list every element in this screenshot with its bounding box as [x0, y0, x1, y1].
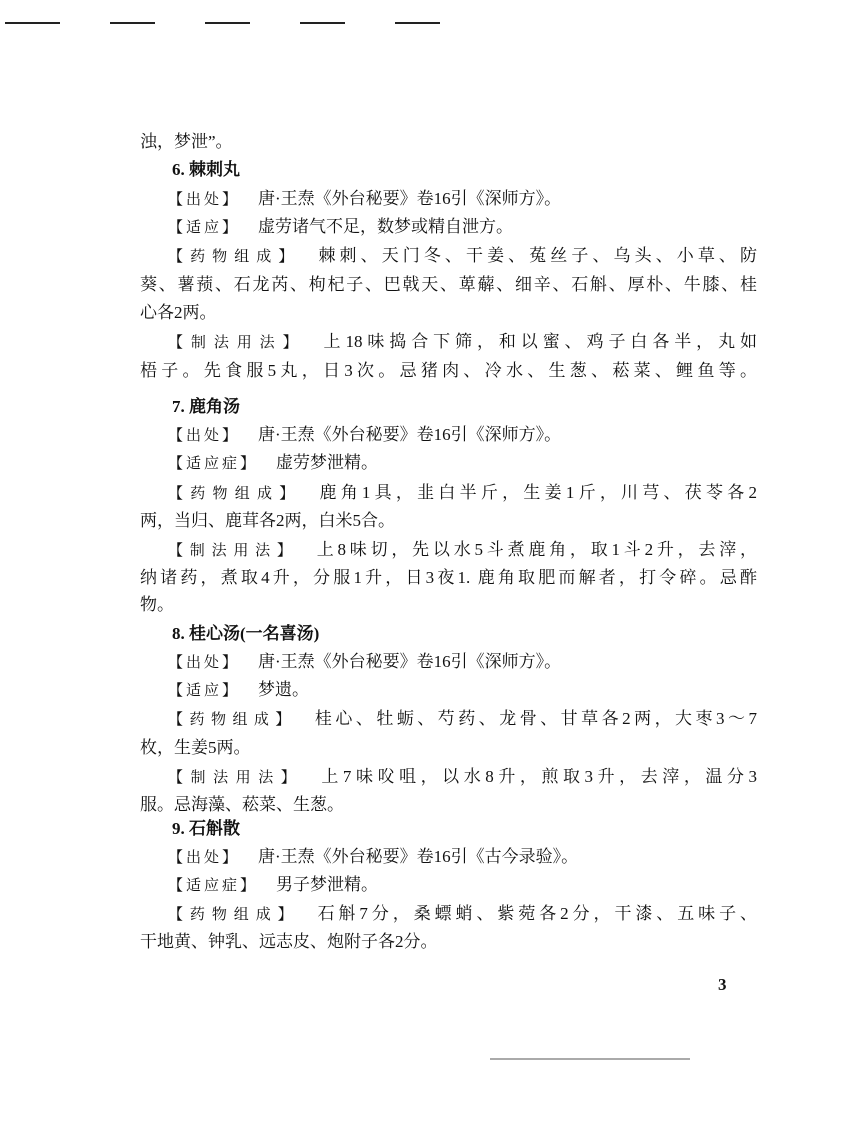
line-text: 唐·王焘《外台秘要》卷16引《古今录验》。 [258, 847, 579, 866]
line-text: 干地黄、钟乳、远志皮、炮附子各2分。 [140, 932, 438, 951]
text-line [168, 874, 378, 897]
line-text: 唐·王焘《外台秘要》卷16引《深师方》。 [258, 189, 562, 208]
section-heading [172, 623, 319, 645]
line-text: 心各2两。 [140, 303, 217, 322]
text-line [140, 360, 757, 382]
header-rule [110, 22, 155, 24]
field-label: 【出处】 [168, 655, 241, 671]
line-text: 梧子。先食服5丸，日3次。忌猪肉、冷水、生葱、菘菜、鲤鱼等。 [140, 361, 757, 380]
line-text: 浊，梦泄”。 [140, 132, 233, 151]
field-label: 【制法用法】 [168, 335, 306, 351]
section-heading [172, 159, 240, 181]
line-text: 男子梦泄精。 [276, 875, 379, 894]
line-text: 鹿角1具，韭白半斤，生姜1斤，川芎、茯苓各2 [319, 483, 757, 502]
section-heading [172, 818, 240, 840]
text-line [168, 539, 757, 562]
text-line [168, 846, 578, 869]
text-line [140, 794, 344, 816]
field-label: 【适应症】 [168, 456, 259, 472]
text-line [168, 679, 309, 702]
line-text: 棘刺、天门冬、干姜、菟丝子、乌头、小草、防 [318, 246, 757, 265]
line-text: 上18味捣合下筛，和以蜜、鸡子白各半，丸如 [323, 332, 757, 351]
text-line [140, 737, 251, 759]
line-text: 虚劳梦泄精。 [276, 453, 379, 472]
line-text: 唐·王焘《外台秘要》卷16引《深师方》。 [258, 425, 562, 444]
page-number: 3 [718, 975, 727, 994]
text-line [140, 931, 438, 953]
field-label: 【药物组成】 [168, 712, 297, 728]
field-label: 【制法用法】 [168, 543, 299, 559]
line-text: 两，当归、鹿茸各2两，白米5合。 [140, 511, 395, 530]
field-label: 【出处】 [168, 850, 241, 866]
line-text: 石斛7分，桑螵蛸、紫菀各2分，干漆、五味子、 [317, 904, 757, 923]
text-line [140, 567, 757, 589]
text-line [140, 594, 174, 616]
line-text: 梦遗。 [258, 680, 310, 699]
line-text: 唐·王焘《外台秘要》卷16引《深师方》。 [258, 652, 562, 671]
text-line [140, 274, 757, 296]
field-label: 【药物组成】 [168, 907, 300, 923]
text-line [140, 302, 217, 324]
text-line [168, 482, 757, 505]
header-rule [395, 22, 440, 24]
header-rule [5, 22, 60, 24]
field-label: 【出处】 [168, 428, 241, 444]
text-line [140, 131, 233, 153]
line-text: 9. 石斛散 [172, 819, 240, 838]
line-text: 8. 桂心汤(一名喜汤) [172, 624, 320, 643]
header-rule [205, 22, 250, 24]
field-label: 【制法用法】 [168, 770, 304, 786]
text-line [168, 708, 757, 731]
text-line [168, 452, 378, 475]
text-line [168, 424, 561, 447]
text-line [168, 245, 757, 268]
header-rule [300, 22, 345, 24]
text-line [168, 903, 757, 926]
line-text: 葵、薯蓣、石龙芮、枸杞子、巴戟天、萆薢、细辛、石斛、厚朴、牛膝、桂 [140, 275, 757, 294]
line-text: 7. 鹿角汤 [172, 397, 240, 416]
field-label: 【出处】 [168, 192, 241, 208]
field-label: 【适应】 [168, 683, 241, 699]
line-text: 上8味切，先以水5斗煮鹿角，取1斗2升，去滓， [316, 540, 757, 559]
field-label: 【药物组成】 [168, 249, 301, 265]
line-text: 服。忌海藻、菘菜、生葱。 [140, 795, 344, 814]
text-line [168, 188, 561, 211]
line-text: 虚劳诸气不足，数梦或精自泄方。 [258, 217, 514, 236]
line-text: 桂心、牡蛎、芍药、龙骨、甘草各2两，大枣3～7 [314, 709, 757, 728]
text-line [140, 510, 395, 532]
text-line [168, 216, 513, 239]
text-line [168, 331, 757, 354]
field-label: 【适应】 [168, 220, 241, 236]
section-heading [172, 396, 240, 418]
line-text: 上7味㕮咀，以水8升，煎取3升，去滓，温分3 [321, 767, 757, 786]
text-line [168, 651, 561, 674]
line-text: 枚，生姜5两。 [140, 738, 251, 757]
line-text: 纳诸药，煮取4升，分服1升，日3夜1. 鹿角取肥而解者，打令碎。忌酢 [140, 568, 757, 587]
text-line [168, 766, 757, 789]
line-text: 6. 棘刺丸 [172, 160, 240, 179]
footer-scan-artifact [490, 1058, 690, 1060]
line-text: 物。 [140, 595, 174, 614]
field-label: 【适应症】 [168, 878, 259, 894]
field-label: 【药物组成】 [168, 486, 302, 502]
